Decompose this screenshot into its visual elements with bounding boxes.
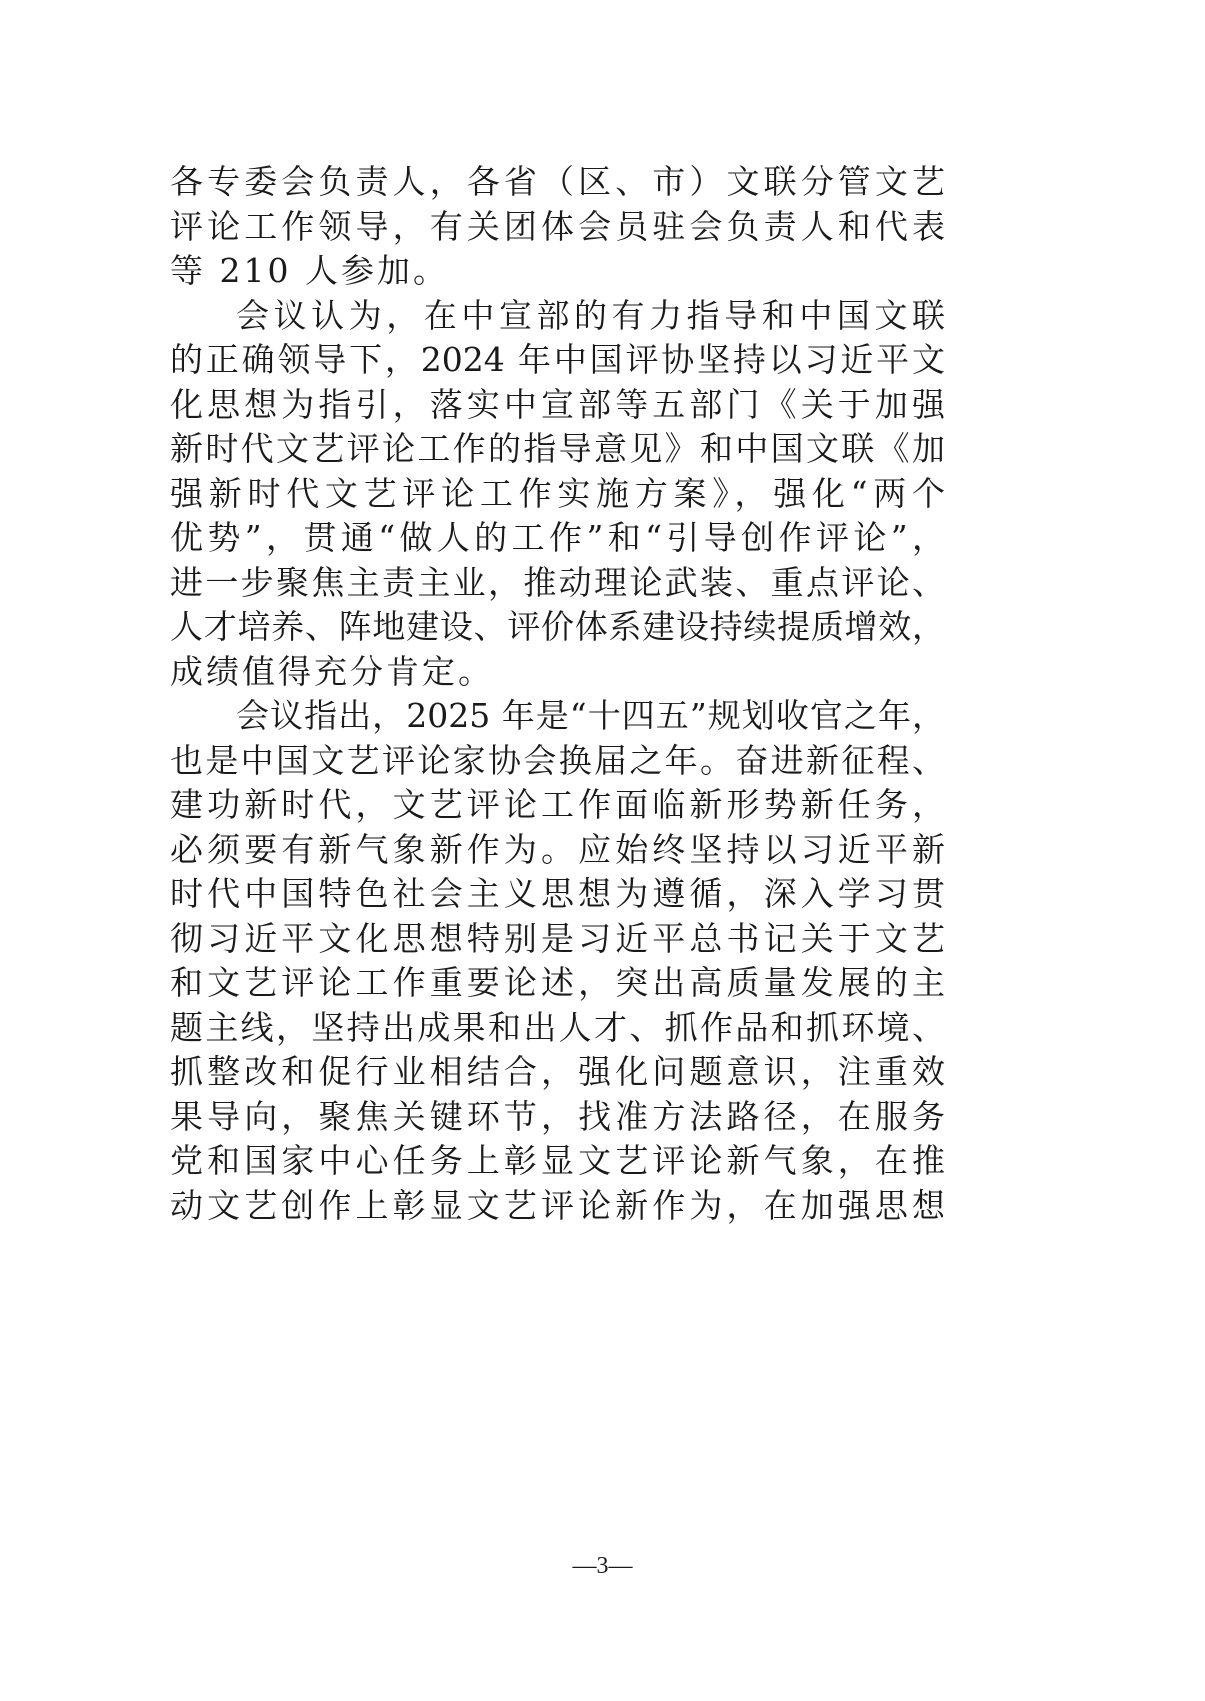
text-line: 评论工作领导，有关团体会员驻会负责人和代表 [170, 206, 945, 246]
text-line: 题主线，坚持出成果和出人才、抓作品和抓环境、 [170, 1007, 945, 1047]
paragraph-meeting-directives [170, 694, 945, 1228]
text-line: 动文艺创作上彰显文艺评论新作为，在加强思想 [170, 1185, 945, 1225]
text-line: 的正确领导下，2024 年中国评协坚持以习近平文 [170, 340, 945, 379]
text-line: 成绩值得充分肯定。 [170, 651, 494, 691]
text-line: 化思想为指引，落实中宣部等五部门《关于加强 [170, 384, 945, 424]
text-line: 时代中国特色社会主义思想为遵循，深入学习贯 [170, 874, 945, 913]
text-line: 强新时代文艺评论工作实施方案》，强化“两个 [170, 473, 945, 513]
page-number: —3— [572, 1553, 633, 1579]
text-line: 优势”，贯通“做人的工作”和“引导创作评论”， [170, 518, 945, 557]
paragraph-attendees [170, 160, 945, 294]
body-text [170, 160, 945, 1228]
text-line: 党和国家中心任务上彰显文艺评论新气象，在推 [170, 1141, 945, 1180]
text-line: 抓整改和促行业相结合，强化问题意识，注重效 [170, 1052, 945, 1091]
text-line: 和文艺评论工作重要论述，突出高质量发展的主 [170, 963, 945, 1002]
text-line: 必须要有新气象新作为。应始终坚持以习近平新 [170, 829, 945, 869]
text-line: 也是中国文艺评论家协会换届之年。奋进新征程、 [170, 740, 945, 780]
text-line: 彻习近平文化思想特别是习近平总书记关于文艺 [170, 918, 945, 958]
text-line: 果导向，聚焦关键环节，找准方法路径，在服务 [170, 1096, 945, 1136]
text-line: 进一步聚焦主责主业，推动理论武装、重点评论、 [170, 562, 945, 602]
text-line: 会议指出，2025 年是“十四五”规划收官之年， [236, 696, 945, 735]
text-line: 会议认为，在中宣部的有力指导和中国文联 [236, 295, 945, 335]
text-line: 建功新时代，文艺评论工作面临新形势新任务， [170, 785, 945, 824]
text-line: 各专委会负责人，各省（区、市）文联分管文艺 [170, 162, 945, 201]
text-line: 新时代文艺评论工作的指导意见》和中国文联《加 [170, 429, 945, 468]
text-line: 人才培养、阵地建设、评价体系建设持续提质增效， [170, 607, 945, 646]
text-line: 等 210 人参加。 [170, 251, 449, 290]
paragraph-meeting-assessment [170, 294, 945, 695]
